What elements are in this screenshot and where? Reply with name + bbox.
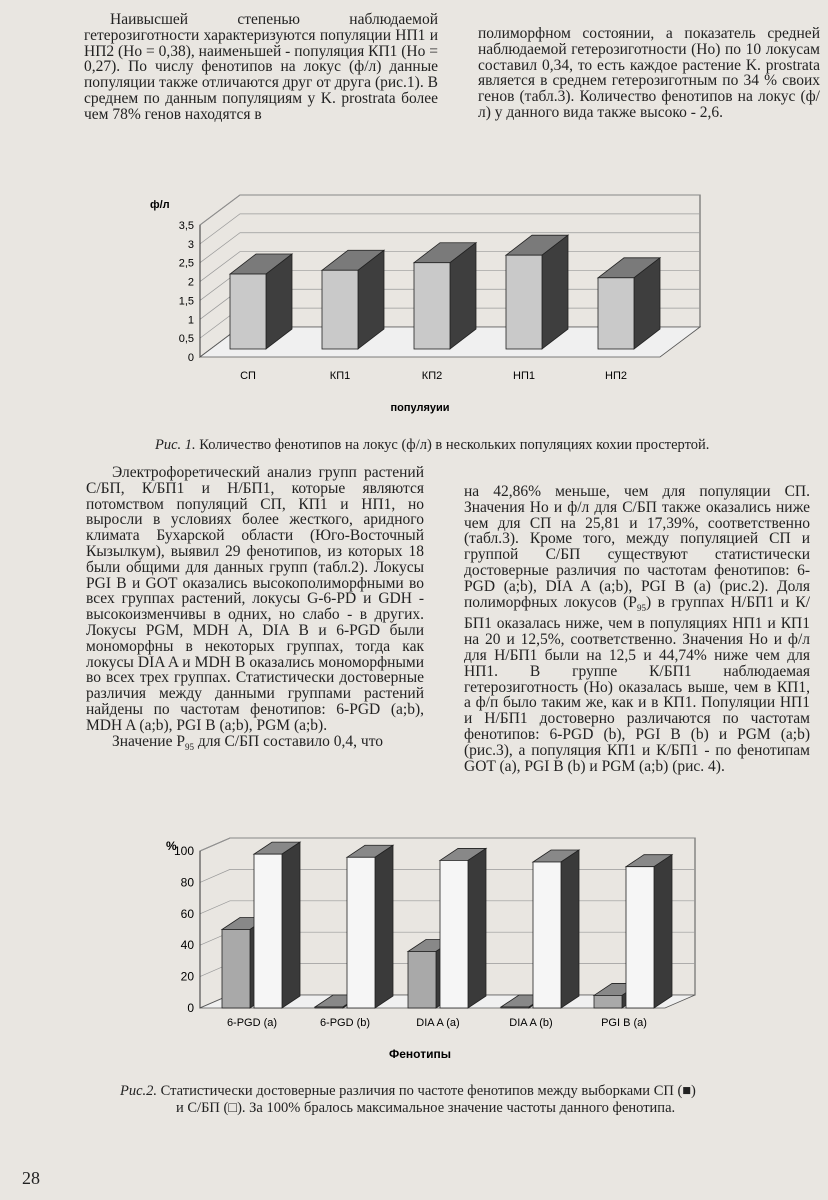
text-column-middle-right <box>464 484 810 774</box>
bar-front-face <box>315 1007 343 1008</box>
y-tick-label: 3,5 <box>178 220 194 232</box>
y-tick-label: 80 <box>180 875 194 890</box>
y-tick-label: 1,5 <box>178 295 194 308</box>
y-tick-label: 2,5 <box>178 257 194 270</box>
bar-front-face <box>322 270 358 349</box>
x-tick-label: PGI B (a) <box>601 1017 647 1029</box>
paragraph: Электрофоретический анализ групп растений С/БП, К/БП1 и Н/БП1, которые являются потомством популяций СП, КП1 и НП1, но выросли в условиях более жесткого, аридного климата Бухарской области (Юго-Восточный Кызылкум), выявил 29 фенотипов, из которых 18 были общими для данных групп (табл.2). Локусы PGI В и GOT оказались высокополиморфными во всех группах растений, локусы G-6-PD и GDH - высокоизменчивы в одних, но слабо - в других. Локусы PGM, MDH A, DIA B и 6-PGD были мономорфны в некоторых группах, тогда как локусы DIA A и MDH B оказались мономорфными во всех трех группах. Статистически достоверные различия между данными группами растений найдены по частотам фенотипов: 6-PGD (a;b), MDH A (a;b), PGI B (a;b), PGM (a;b). <box>86 464 424 734</box>
caption-text: Статистически достоверные различия по частоте фенотипов между выборками СП (■) <box>157 1083 696 1099</box>
bar-side-face <box>282 842 300 1008</box>
figure-1-caption <box>155 437 775 454</box>
y-axis-label: ф/л <box>150 199 170 211</box>
x-tick-label: КП2 <box>421 370 443 382</box>
bar-front-face <box>254 854 282 1008</box>
bar-front-face <box>222 930 250 1009</box>
text-run: ) в группах Н/БП1 и К/БП1 оказалась ниже, чем в популяциях НП1 и КП1 на 20 и 12,5%, соответственно. Значения Но и ф/л для Н/БП1 были на 12,5 и 44,74% ниже чем для НП1. В группе К/БП1 наблюдаемая гетерозиготность (Но) оказалась выше, чем в КП1, а ф/п было таким же, как и в КП1. Популяции НП1 и Н/БП1 достоверно различаются по частотам фенотипов: 6-PGD (b), PGI B (b) и PGM (a;b) (рис.3), а популяция КП1 и К/БП1 - по фенотипам GOT (a), PGI B (b) и PGM (a;b) (рис. 4). <box>464 593 810 775</box>
y-axis-label: % <box>166 839 177 853</box>
text-column-middle-left <box>86 465 424 755</box>
bar <box>230 254 292 349</box>
x-tick-label: 6-PGD (a) <box>226 1017 278 1029</box>
x-tick-label: СП <box>240 370 256 382</box>
bar-front-face <box>408 951 436 1008</box>
x-tick-label: НП1 <box>513 370 535 382</box>
y-tick-label: 40 <box>180 938 194 953</box>
bar-front-face <box>414 263 450 349</box>
x-axis-label: Фенотипы <box>389 1047 451 1061</box>
figure-2-caption <box>120 1083 770 1117</box>
y-tick-label: 0,5 <box>178 333 194 346</box>
bar-front-face <box>501 1007 529 1008</box>
paragraph: Наивысшей степенью наблюдаемой гетерозиготности характеризуются популяции НП1 и НП2 (Но = 0,38), наименьшей - популяция КП1 (Но = 0,27). По числу фенотипов на локус (ф/л) данные популяции также отличаются друг от друга (рис.1). В среднем по данным популяциям у K. prostrata более чем 78% генов находятся в <box>84 11 438 123</box>
bar-s-bp <box>533 850 579 1008</box>
paragraph: полиморфном состоянии, а показатель средней наблюдаемой гетерозиготности (Но) по 10 локусам составил 0,34, то есть каждое растение K. prostrata является в среднем гетерозиготным по 34 % своих генов (табл.3). Количество фенотипов на локус (ф/л) у данного вида также высоко - 2,6. <box>478 25 820 121</box>
text-column-top-right <box>478 26 820 121</box>
bar-front-face <box>440 860 468 1008</box>
subscript: 95 <box>184 741 194 752</box>
bar-s-bp <box>254 842 300 1008</box>
bar-side-face <box>375 845 393 1008</box>
figure-1-chart <box>130 185 710 425</box>
caption-text: и С/БП (□). За 100% бралось максимальное значение частоты данного фенотипа. <box>176 1100 676 1116</box>
bar-side-face <box>561 850 579 1008</box>
bar-front-face <box>506 255 542 349</box>
y-tick-label: 0 <box>187 352 194 364</box>
x-tick-label: DIA A (a) <box>416 1017 460 1029</box>
paragraph <box>86 734 424 756</box>
gridline <box>200 195 700 225</box>
y-tick-label: 3 <box>187 238 194 251</box>
x-tick-label: КП1 <box>329 370 351 382</box>
y-tick-label: 100 <box>173 844 194 858</box>
y-tick-label: 0 <box>187 1001 194 1015</box>
bar <box>598 258 660 349</box>
y-tick-label: 20 <box>180 969 194 984</box>
caption-text: Количество фенотипов на локус (ф/л) в нескольких популяциях кохии простертой. <box>195 437 710 453</box>
page-number: 28 <box>22 1168 40 1188</box>
caption-label: Рис.2. <box>120 1083 158 1099</box>
bar <box>322 250 384 349</box>
text-run: на 42,86% меньше, чем для популяции СП. Значения Но и ф/л для С/БП также оказались ниже чем для СП на 25,81 и 17,39%, соответственно (табл.3). Кроме того, между популяцией СП и группой С/БП существуют статистически достоверные различия по частотам фенотипов: 6-PGD (a;b), DIA A (a;b), PGI B (a) (рис.2). Доля полиморфных локусов (P <box>464 483 810 611</box>
bar <box>506 235 568 349</box>
y-tick-label: 1 <box>187 314 194 327</box>
gridline <box>200 214 700 244</box>
bar-s-bp <box>347 845 393 1008</box>
bar-front-face <box>533 862 561 1008</box>
bar-side-face <box>542 235 568 349</box>
bar-front-face <box>594 995 622 1008</box>
caption-label: Рис. 1. <box>155 437 196 453</box>
bar-s-bp <box>440 848 486 1008</box>
text-run: Значение P <box>112 732 185 750</box>
figure-2-chart <box>150 830 710 1080</box>
bar-front-face <box>347 857 375 1008</box>
bar <box>414 243 476 349</box>
x-tick-label: DIA A (b) <box>509 1017 553 1029</box>
x-axis-label: популяуии <box>390 402 450 414</box>
text-run: для С/БП составило 0,4, что <box>193 732 384 750</box>
paragraph <box>464 484 810 774</box>
bar-front-face <box>626 867 654 1008</box>
x-tick-label: 6-PGD (b) <box>319 1017 371 1029</box>
y-tick-label: 60 <box>180 906 194 921</box>
y-tick-label: 2 <box>187 276 194 289</box>
x-tick-label: НП2 <box>605 370 627 382</box>
bar-side-face <box>654 855 672 1008</box>
text-column-top-left <box>84 12 438 123</box>
bar-s-bp <box>626 855 672 1008</box>
bar-side-face <box>468 848 486 1008</box>
bar-front-face <box>230 274 266 349</box>
bar-front-face <box>598 278 634 349</box>
subscript: 95 <box>636 602 646 613</box>
